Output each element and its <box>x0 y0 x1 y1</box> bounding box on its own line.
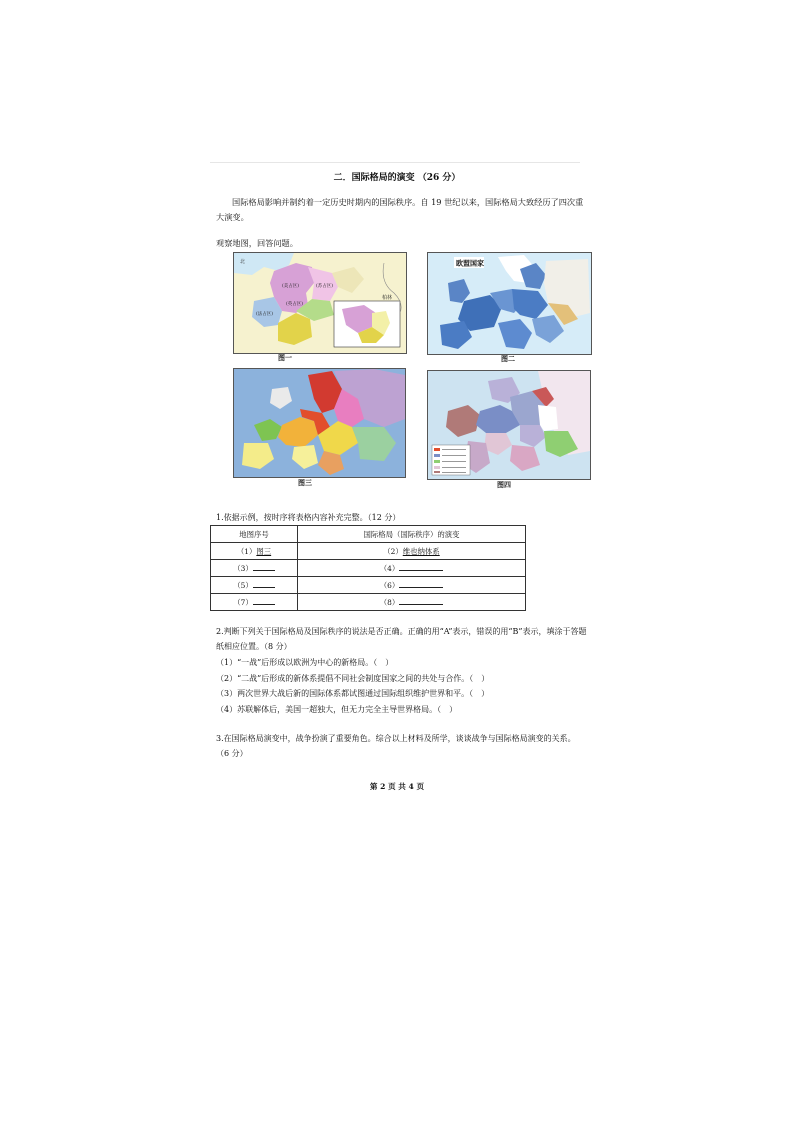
table-cell-2: （2）维也纳体系 <box>298 543 526 560</box>
map-2-eu-members <box>428 253 591 354</box>
table-cell-8: （8） <box>298 594 526 611</box>
answer-blank-8[interactable] <box>399 596 443 605</box>
map-4 <box>427 370 591 480</box>
map-1-label-north: 北 <box>240 259 246 265</box>
map-1 <box>233 252 407 354</box>
table-cell-3: （3） <box>211 560 298 577</box>
table-cell-4: （4） <box>298 560 526 577</box>
q2-item-2: （2）“二战”后形成的新体系提倡不同社会制度国家之间的共处与合作。（ ） <box>216 674 490 683</box>
table-header-row <box>211 526 526 543</box>
map-1-label-us-zone: (美占区) <box>282 284 300 289</box>
q2-item-4: （4）苏联解体后，美国一超独大，但无力完全主导世界格局。（ ） <box>216 705 458 714</box>
intro-paragraph: 国际格局影响并制约着一定历史时期内的国际秩序。自 19 世纪以来，国际格局大致经历了四次重大演变。 <box>216 197 584 222</box>
table-cell-7: （7） <box>211 594 298 611</box>
table-cell-1: （1）图三 <box>211 543 298 560</box>
table-cell-5: （5） <box>211 577 298 594</box>
map-1-label-fr-zone: (法占区) <box>256 312 274 317</box>
table-row <box>211 543 526 560</box>
q1-table <box>210 525 526 611</box>
q2-item-3: （3）两次世界大战后新的国际体系都试图通过国际组织维护世界和平。（ ） <box>216 689 490 698</box>
table-row <box>211 594 526 611</box>
map-1-label-berlin: 柏林 <box>382 295 393 301</box>
example-answer-map: 图三 <box>256 546 272 556</box>
map-2-header: 欧盟国家 <box>456 259 484 268</box>
table-header-map-no: 地图序号 <box>211 526 298 543</box>
answer-blank-3[interactable] <box>253 562 275 571</box>
q1-prompt: 1.依据示例，按时序将表格内容补充完整。（12 分） <box>216 513 401 522</box>
q2-prompt: 2.判断下列关于国际格局及国际秩序的说法是否正确。正确的用“A”表示，错误的用“B”表示，填涂于答题纸相应位置。（8 分） <box>216 627 587 651</box>
answer-blank-4[interactable] <box>399 562 443 571</box>
map-1-label-uk-zone: (英占区) <box>286 302 304 307</box>
page-footer: 第 2 页 共 4 页 <box>369 782 425 791</box>
observe-instruction: 观察地图，回答问题。 <box>216 238 298 248</box>
table-row <box>211 577 526 594</box>
section-title: 二．国际格局的演变 （26 分） <box>333 173 461 183</box>
answer-blank-7[interactable] <box>253 596 275 605</box>
table-header-evolution: 国际格局（国际秩序）的演变 <box>298 526 526 543</box>
map-1-germany-occupation-zones <box>234 253 406 353</box>
map-4-europe-post-ww1 <box>428 371 590 479</box>
scan-edge-line <box>210 162 580 163</box>
map-3-europe-1815 <box>234 369 405 477</box>
map-4-caption: 图四 <box>497 480 511 489</box>
map-3-caption: 图三 <box>298 478 312 487</box>
table-cell-6: （6） <box>298 577 526 594</box>
table-row <box>211 560 526 577</box>
map-2-caption: 图二 <box>501 354 515 363</box>
map-1-label-soviet-zone: (苏占区) <box>316 284 334 289</box>
q3-prompt: 3.在国际格局演变中，战争扮演了重要角色。综合以上材料及所学，谈谈战争与国际格局演变的关系。 （6 分） <box>216 734 576 758</box>
map-3 <box>233 368 406 478</box>
map-1-caption: 图一 <box>278 353 292 362</box>
example-answer-system: 维也纳体系 <box>402 546 440 556</box>
map-2 <box>427 252 592 355</box>
q2-item-1: （1）“一战”后形成以欧洲为中心的新格局。（ ） <box>216 658 394 667</box>
answer-blank-6[interactable] <box>399 579 443 588</box>
answer-blank-5[interactable] <box>253 579 275 588</box>
